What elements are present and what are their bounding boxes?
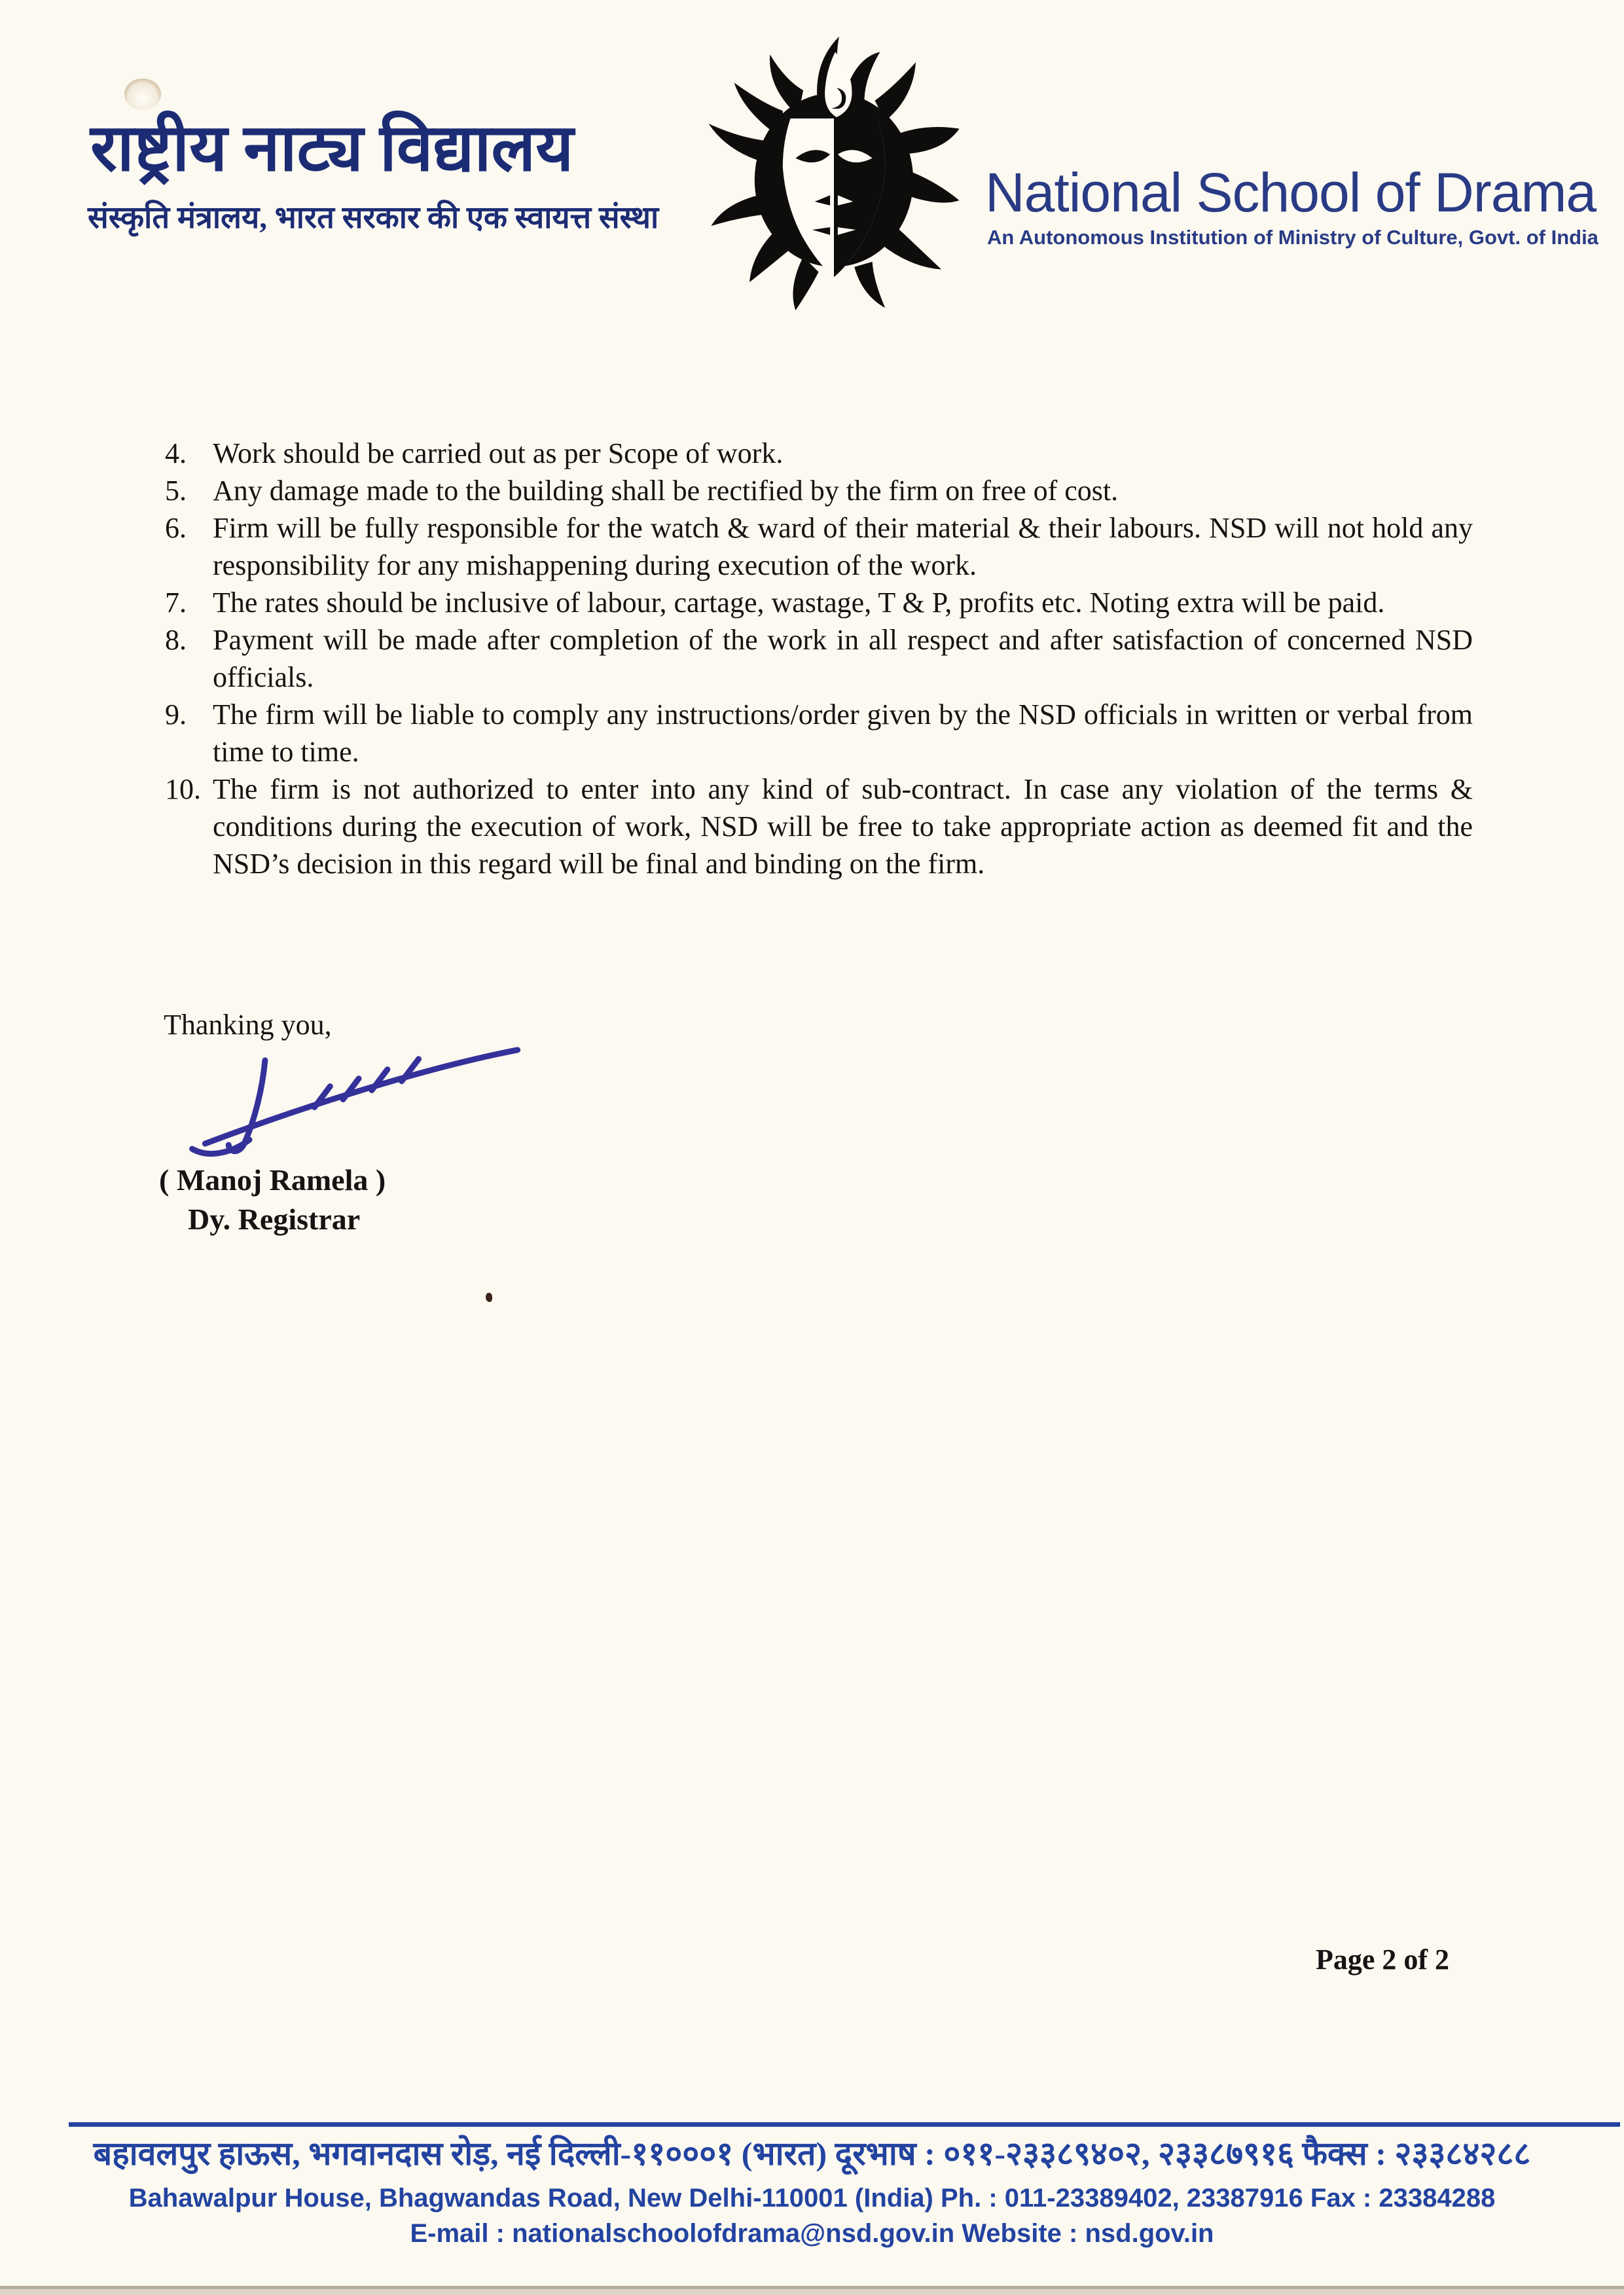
scan-edge-artifact [0,2286,1624,2295]
footer-address-hindi: बहावलपुर हाऊस, भगवानदास रोड़, नई दिल्ली-११०००१ (भारत) दूरभाष : ०११-२३३८९४०२, २३३८७९१६ फैक्स : २३३८४२८८ [93,2135,1531,2172]
term-item [164,435,1473,472]
punch-hole-artifact [124,79,161,110]
footer-divider [69,2122,1620,2127]
term-text: The firm is not authorized to enter into any kind of sub-contract. In case any violation of the terms & conditions during the execution of work, NSD will be free to take appropriate action as deemed fit and the NSD’s decision in this regard will be final and binding on the firm. [213,773,1473,880]
ink-speck-artifact [486,1293,492,1302]
org-subtitle-english: An Autonomous Institution of Ministry of Culture, Govt. of India [987,226,1598,249]
footer-address-english: Bahawalpur House, Bhagwandas Road, New Delhi-110001 (India) Ph. : 011-23389402, 23387916 Fax : 23384288 [128,2184,1496,2213]
closing-thanks: Thanking you, [164,1009,332,1041]
term-number: 8. [165,624,187,656]
term-text: Work should be carried out as per Scope of work. [213,437,784,469]
term-number: 9. [165,698,187,731]
term-number: 6. [165,512,187,544]
term-item [164,472,1473,509]
term-number: 5. [165,475,187,507]
term-item [164,509,1473,584]
nsd-mask-logo-icon [706,34,962,316]
term-text: Firm will be fully responsible for the watch & ward of their material & their labours. NSD will not hold any responsibility for any mishappening during execution of the work. [213,512,1473,581]
term-item [164,584,1473,621]
term-text: The firm will be liable to comply any instructions/order given by the NSD officials in written or verbal from time to time. [213,698,1473,768]
term-number: 10. [165,773,201,805]
term-item [164,696,1473,770]
term-text: The rates should be inclusive of labour, cartage, wastage, T & P, profits etc. Noting extra will be paid. [213,587,1385,619]
terms-list [164,435,1473,882]
term-text: Payment will be made after completion of the work in all respect and after satisfaction of concerned NSD officials. [213,624,1473,693]
term-text: Any damage made to the building shall be rectified by the firm on free of cost. [213,475,1119,507]
signatory-name: ( Manoj Ramela ) [159,1163,386,1197]
footer-email-website: E-mail : nationalschoolofdrama@nsd.gov.in Website : nsd.gov.in [410,2219,1214,2248]
org-subtitle-hindi: संस्कृति मंत्रालय, भारत सरकार की एक स्वायत्त संस्था [88,201,659,235]
term-item [164,770,1473,882]
org-title-hindi: राष्ट्रीय नाट्य विद्यालय [90,112,574,185]
term-number: 7. [165,587,187,619]
signatory-title: Dy. Registrar [188,1202,361,1236]
term-number: 4. [165,437,187,469]
term-item [164,621,1473,696]
page-number: Page 2 of 2 [1316,1943,1450,1976]
signature-ink-icon [189,1042,542,1157]
org-title-english: National School of Drama [985,162,1597,223]
